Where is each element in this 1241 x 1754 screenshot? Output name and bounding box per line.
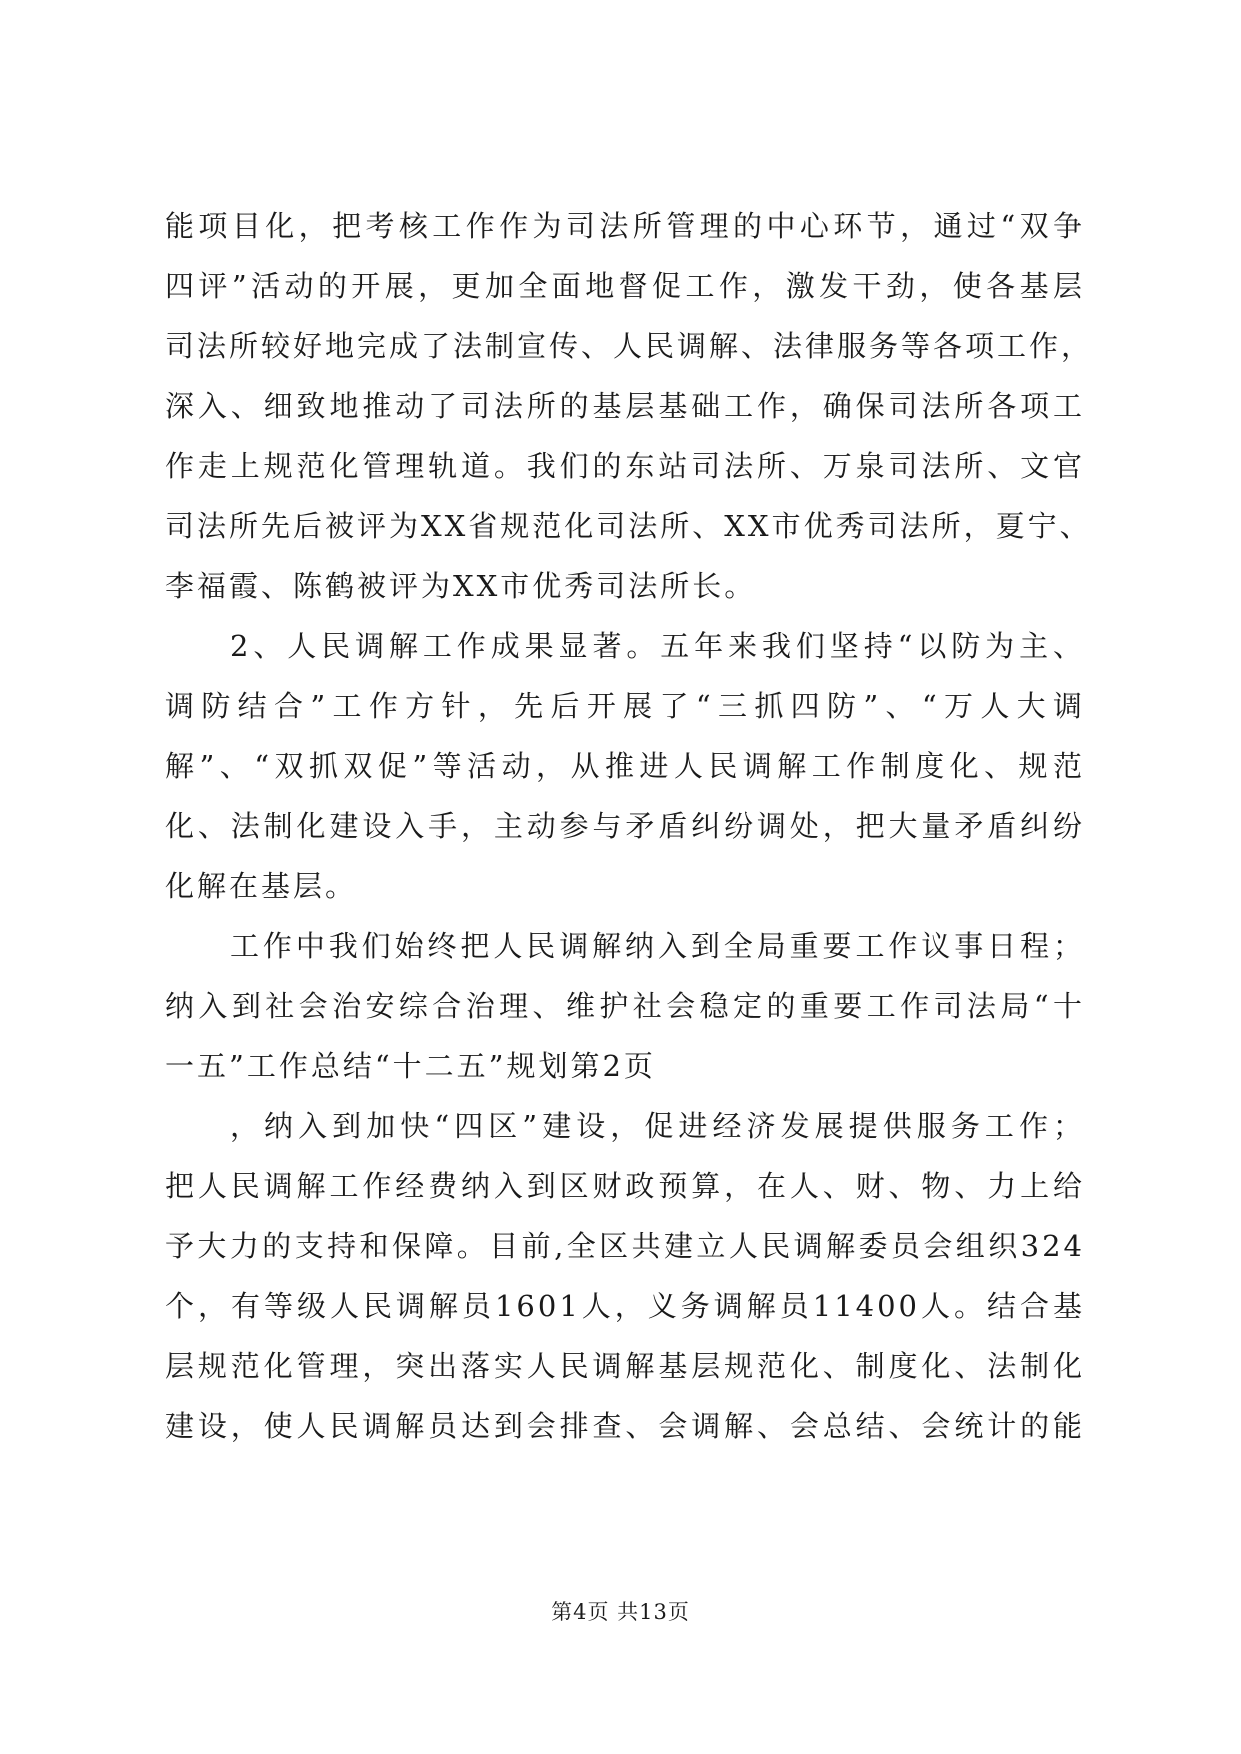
text-line: 司法所先后被评为XX省规范化司法所、XX市优秀司法所，夏宁、 (165, 509, 1092, 543)
text-line: 把人民调解工作经费纳入到区财政预算，在人、财、物、力上给 (165, 1169, 1085, 1203)
text-line: 一五”工作总结“十二五”规划第2页 (165, 1049, 656, 1083)
text-line: 层规范化管理，突出落实人民调解基层规范化、制度化、法制化 (165, 1349, 1085, 1383)
text-line: 司法所较好地完成了法制宣传、人民调解、法律服务等各项工作， (165, 329, 1094, 363)
text-line: 纳入到社会治安综合治理、维护社会稳定的重要工作司法局“十 (165, 989, 1085, 1023)
text-line: 李福霞、陈鹤被评为XX市优秀司法所长。 (165, 569, 757, 603)
text-line: 四评”活动的开展，更加全面地督促工作，激发干劲，使各基层 (165, 269, 1085, 303)
text-line: 解”、“双抓双促”等活动，从推进人民调解工作制度化、规范 (165, 749, 1085, 783)
text-line: 化解在基层。 (165, 869, 358, 903)
text-line: 调防结合”工作方针，先后开展了“三抓四防”、“万人大调 (165, 689, 1085, 723)
paragraph-first-line: 工作中我们始终把人民调解纳入到全局重要工作议事日程； (230, 929, 1085, 963)
paragraph-first-line: ，纳入到加快“四区”建设，促进经济发展提供服务工作； (230, 1109, 1085, 1143)
text-line: 作走上规范化管理轨道。我们的东站司法所、万泉司法所、文官 (165, 449, 1085, 483)
paragraph-first-line: 2、人民调解工作成果显著。五年来我们坚持“以防为主、 (230, 629, 1085, 663)
text-line: 深入、细致地推动了司法所的基层基础工作，确保司法所各项工 (165, 389, 1085, 423)
text-line: 建设，使人民调解员达到会排查、会调解、会总结、会统计的能 (165, 1409, 1085, 1443)
text-line: 个，有等级人民调解员1601人，义务调解员11400人。结合基 (165, 1289, 1085, 1323)
text-line: 能项目化，把考核工作作为司法所管理的中心环节，通过“双争 (165, 209, 1085, 243)
page-footer: 第4页 共13页 (551, 1600, 690, 1624)
text-line: 予大力的支持和保障。目前,全区共建立人民调解委员会组织324 (165, 1229, 1085, 1263)
text-line: 化、法制化建设入手，主动参与矛盾纠纷调处，把大量矛盾纠纷 (165, 809, 1085, 843)
